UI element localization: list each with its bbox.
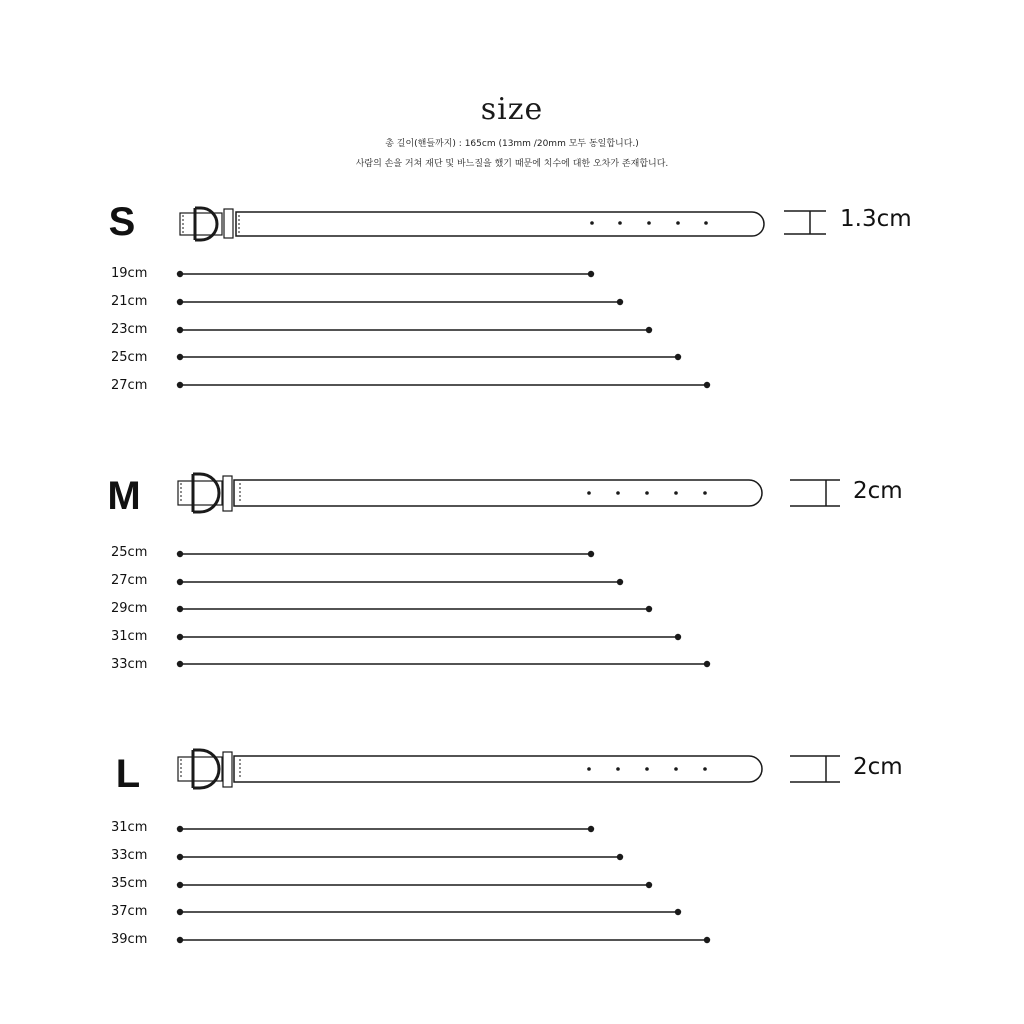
size-s-length-label-4: 25cm (111, 350, 148, 365)
size-l-length-lines (180, 829, 707, 940)
page-title: size (480, 92, 544, 127)
size-m-length-label-1: 25cm (111, 545, 148, 560)
size-l-length-label-2: 33cm (111, 848, 148, 863)
size-m-length-label-2: 27cm (111, 573, 148, 588)
size-l-width-bracket (790, 756, 840, 782)
size-m-length-label-4: 31cm (111, 629, 148, 644)
size-s-width-label: 1.3cm (840, 206, 912, 232)
size-m-length-lines (180, 554, 707, 664)
size-s-length-label-3: 23cm (111, 322, 148, 337)
size-l-length-label-5: 39cm (111, 932, 148, 947)
size-l-length-label-4: 37cm (111, 904, 148, 919)
size-s-length-label-2: 21cm (111, 294, 148, 309)
size-m-strap-holes (587, 491, 707, 495)
size-m-width-bracket (790, 480, 840, 506)
size-m-length-label-3: 29cm (111, 601, 148, 616)
size-s-length-label-1: 19cm (111, 266, 148, 281)
size-l-width-label: 2cm (853, 754, 903, 780)
size-l-strap-holes (587, 767, 707, 771)
size-s-length-label-5: 27cm (111, 378, 148, 393)
size-s-strap-holes (590, 221, 708, 225)
size-s-strap (180, 208, 764, 240)
size-s-length-lines (180, 274, 707, 385)
size-m-width-label: 2cm (853, 478, 903, 504)
size-l-length-label-3: 35cm (111, 876, 148, 891)
size-s-label: S (108, 200, 136, 244)
total-length-note: 총 길이(핸들까지) : 165cm (13mm /20mm 모두 동일합니다.) (385, 139, 639, 149)
tolerance-note: 사람의 손을 거쳐 재단 및 바느질을 했기 때문에 치수에 대한 오차가 존재합니다. (355, 159, 669, 169)
size-s-width-bracket (784, 211, 826, 234)
size-m-length-label-5: 33cm (111, 657, 148, 672)
size-l-length-label-1: 31cm (111, 820, 148, 835)
size-l-label: L (115, 752, 141, 796)
size-m-label: M (107, 474, 141, 518)
